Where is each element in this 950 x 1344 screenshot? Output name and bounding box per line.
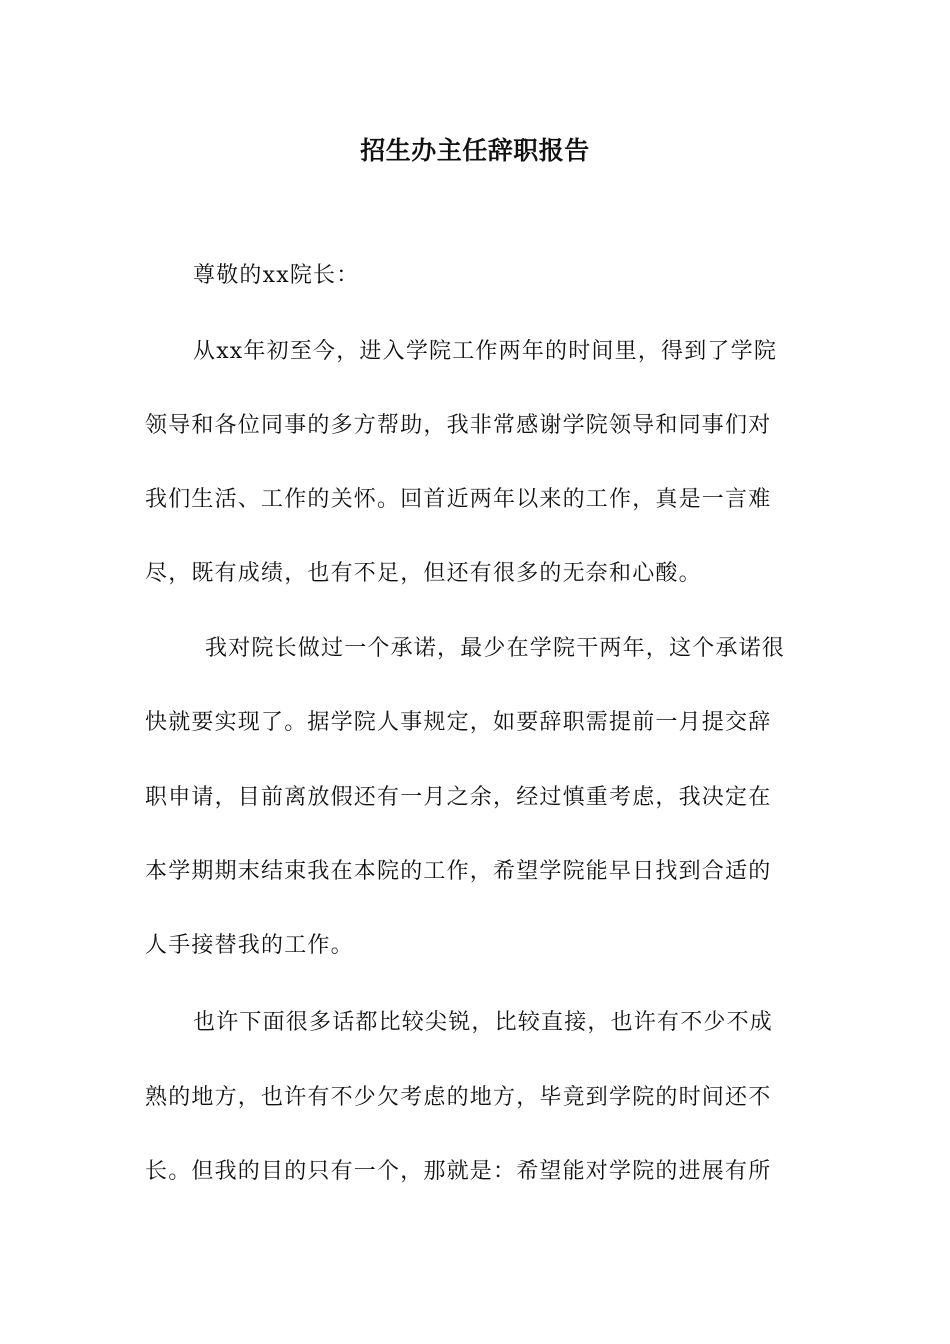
paragraph-3-line-1: 也许下面很多话都比较尖锐，比较直接，也许有不少不成	[193, 1010, 774, 1035]
paragraph-2-line-3: 职申请，目前离放假还有一月之余，经过慎重考虑，我决定在	[145, 785, 772, 810]
salutation: 尊敬的xx院长：	[193, 263, 360, 288]
paragraph-3-line-2: 熟的地方，也许有不少欠考虑的地方，毕竟到学院的时间还不	[145, 1085, 772, 1110]
paragraph-1-line-4: 尽，既有成绩，也有不足，但还有很多的无奈和心酸。	[145, 561, 702, 586]
paragraph-1-line-3: 我们生活、工作的关怀。回首近两年以来的工作，真是一言难	[145, 487, 772, 512]
paragraph-3-line-3: 长。但我的目的只有一个，那就是：希望能对学院的进展有所	[145, 1159, 772, 1184]
paragraph-1-line-1: 从xx年初至今，进入学院工作两年的时间里，得到了学院	[193, 339, 778, 364]
paragraph-1-line-2: 领导和各位同事的多方帮助，我非常感谢学院领导和同事们对	[145, 413, 772, 438]
paragraph-2-line-1: 我对院长做过一个承诺，最少在学院干两年，这个承诺很	[205, 636, 786, 661]
paragraph-2-line-2: 快就要实现了。据学院人事规定，如要辞职需提前一月提交辞	[145, 710, 772, 735]
paragraph-2-line-4: 本学期期末结束我在本院的工作，希望学院能早日找到合适的	[145, 859, 772, 884]
paragraph-2-line-5: 人手接替我的工作。	[145, 933, 354, 958]
document-title: 招生办主任辞职报告	[360, 136, 590, 165]
